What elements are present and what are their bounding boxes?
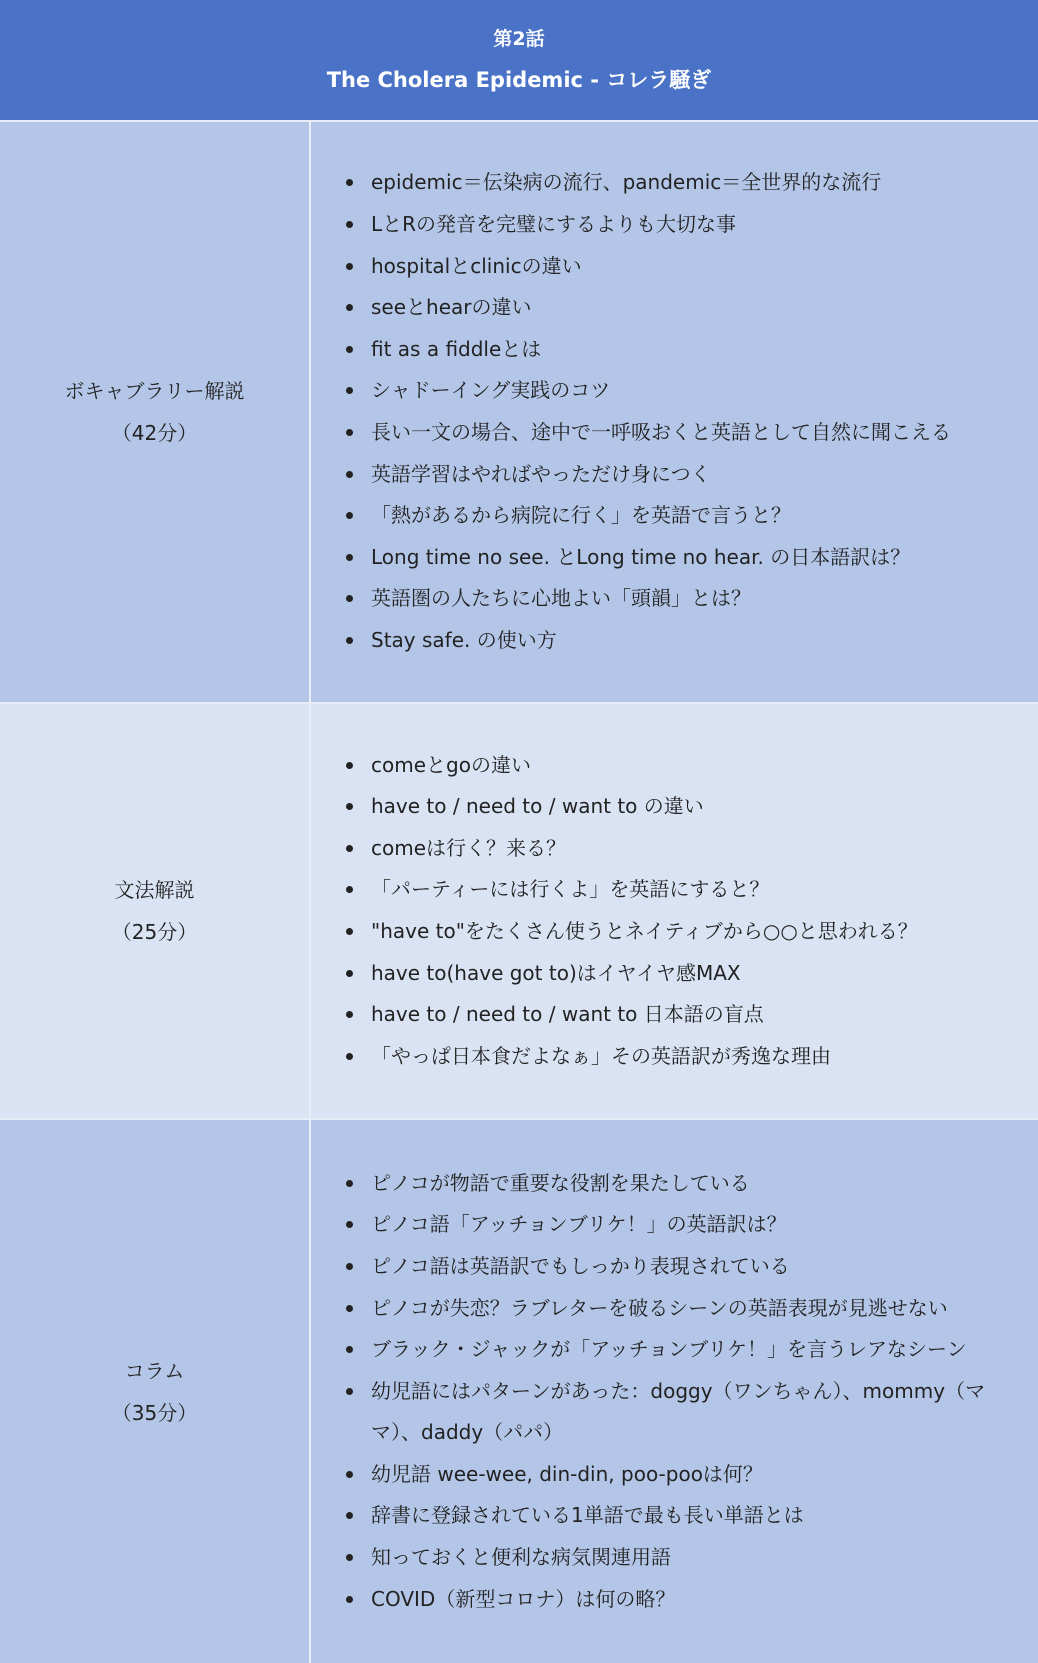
list-item: 「パーティーには行くよ」を英語にすると？ — [333, 869, 1018, 911]
list-item: ピノコが失恋？ラブレターを破るシーンの英語表現が見逃せない — [333, 1288, 1018, 1330]
episode-number: 第2話 — [493, 28, 545, 50]
list-item: fit as a fiddleとは — [333, 329, 1018, 371]
list-item: 知っておくと便利な病気関連用語 — [333, 1537, 1018, 1579]
list-item: have to(have got to)はイヤイヤ感MAX — [333, 953, 1018, 995]
section-items-cell — [311, 122, 1038, 702]
list-item: comeとgoの違い — [333, 745, 1018, 787]
list-item: LとRの発音を完璧にするよりも大切な事 — [333, 204, 1018, 246]
section-items-cell — [311, 1120, 1038, 1663]
list-item: hospitalとclinicの違い — [333, 246, 1018, 288]
section-label-cell — [0, 704, 311, 1118]
list-item: Stay safe. の使い方 — [333, 620, 1018, 662]
section-duration: （42分） — [111, 421, 198, 445]
section-duration: （25分） — [111, 920, 198, 944]
episode-title: The Cholera Epidemic - コレラ騒ぎ — [326, 68, 712, 92]
list-item: "have to"をたくさん使うとネイティブから○○と思われる？ — [333, 911, 1018, 953]
section-label-cell — [0, 122, 311, 702]
list-item: 長い一文の場合、途中で一呼吸おくと英語として自然に聞こえる — [333, 412, 1018, 454]
list-item: 幼児語にはパターンがあった：doggy（ワンちゃん）、mommy（ママ）、daddy（パパ） — [333, 1371, 1018, 1454]
table-header — [0, 0, 1038, 122]
list-item: 「やっぱ日本食だよなぁ」その英語訳が秀逸な理由 — [333, 1036, 1018, 1078]
list-item: epidemic＝伝染病の流行、pandemic＝全世界的な流行 — [333, 162, 1018, 204]
list-item: ブラック・ジャックが「アッチョンブリケ！」を言うレアなシーン — [333, 1329, 1018, 1371]
section-row-column — [0, 1120, 1038, 1663]
list-item: Long time no see. とLong time no hear. の日本語訳は？ — [333, 537, 1018, 579]
bullet-list — [333, 1163, 1018, 1621]
bullet-list — [333, 162, 1018, 661]
list-item: 辞書に登録されている1単語で最も長い単語とは — [333, 1495, 1018, 1537]
list-item: ピノコ語は英語訳でもしっかり表現されている — [333, 1246, 1018, 1288]
list-item: seeとhearの違い — [333, 287, 1018, 329]
section-label: 文法解説 — [114, 878, 195, 902]
bullet-list — [333, 745, 1018, 1078]
section-items-cell — [311, 704, 1038, 1118]
section-duration: （35分） — [111, 1400, 198, 1425]
section-row-vocabulary — [0, 122, 1038, 704]
list-item: comeは行く？来る？ — [333, 828, 1018, 870]
list-item: ピノコが物語で重要な役割を果たしている — [333, 1163, 1018, 1205]
list-item: have to / need to / want to の違い — [333, 786, 1018, 828]
list-item: have to / need to / want to 日本語の盲点 — [333, 994, 1018, 1036]
list-item: COVID（新型コロナ）は何の略？ — [333, 1579, 1018, 1621]
section-label-cell — [0, 1120, 311, 1663]
list-item: シャドーイング実践のコツ — [333, 370, 1018, 412]
list-item: 「熱があるから病院に行く」を英語で言うと？ — [333, 495, 1018, 537]
list-item: ピノコ語「アッチョンブリケ！」の英語訳は？ — [333, 1204, 1018, 1246]
list-item: 英語圏の人たちに心地よい「頭韻」とは？ — [333, 578, 1018, 620]
section-label: コラム — [124, 1358, 185, 1383]
list-item: 英語学習はやればやっただけ身につく — [333, 454, 1018, 496]
section-row-grammar — [0, 704, 1038, 1120]
list-item: 幼児語 wee-wee, din-din, poo-pooは何？ — [333, 1454, 1018, 1496]
section-label: ボキャブラリー解説 — [64, 379, 245, 403]
